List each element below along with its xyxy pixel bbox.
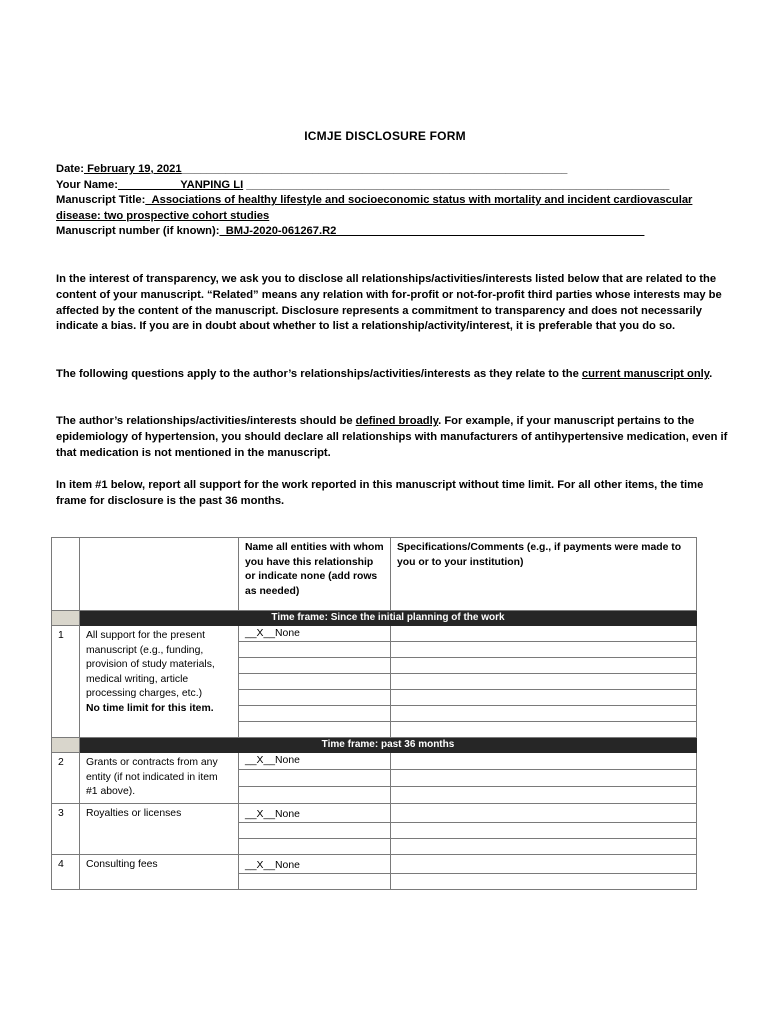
disclosure-table	[51, 537, 697, 890]
comment-field[interactable]	[391, 690, 697, 706]
entity-field[interactable]	[239, 674, 391, 690]
table-row	[52, 854, 697, 873]
date-trail: ______________________________________________________________	[181, 163, 568, 175]
item-2-number: 2	[52, 753, 80, 804]
item-4-number: 4	[52, 854, 80, 889]
manuscript-title-value: _Associations of healthy lifestyle and socioeconomic status with mortality and incident cardiovascular	[145, 194, 693, 206]
table-header-row	[52, 538, 697, 611]
entity-field[interactable]	[239, 769, 391, 786]
item-1-note: No time limit for this item.	[86, 702, 214, 714]
date-line	[56, 162, 567, 178]
intro-p3-end: . For example, if your manuscript pertains to the epidemiology of hypertension, you should declare all relationships with manufacturers of antihypertensive medication, even if that medication is not mentioned in the manuscript.	[56, 415, 728, 459]
name-value: __________YANPING LI	[117, 178, 244, 191]
manuscript-title-line	[56, 193, 692, 209]
manuscript-title-label: Manuscript Title:	[56, 194, 146, 206]
intro-paragraph-3	[56, 414, 736, 461]
comment-field[interactable]	[391, 786, 697, 803]
intro-p3-text: The author’s relationships/activities/interests should be	[56, 415, 356, 427]
header-specs: Specifications/Comments (e.g., if payments were made to you or to your institution)	[391, 538, 697, 611]
intro-p2-underline: current manuscript only	[581, 368, 710, 380]
item-1-entity-field[interactable]: __X__None	[239, 626, 391, 642]
comment-field[interactable]	[391, 642, 697, 658]
item-1-description	[80, 626, 239, 738]
item-3-entity-field[interactable]: __X__None	[239, 803, 391, 822]
intro-paragraph-2	[56, 367, 736, 383]
comment-field[interactable]	[391, 722, 697, 738]
band-1-spacer	[52, 611, 80, 626]
date-value: February 19, 2021	[83, 163, 182, 175]
entity-field[interactable]	[239, 838, 391, 854]
entity-field[interactable]	[239, 822, 391, 838]
item-1-comment-field[interactable]	[391, 626, 697, 642]
item-1-desc-text: All support for the present manuscript (e.g., funding, provision of study materials, medical writing, article processing charges, etc.)	[86, 630, 215, 699]
table-row	[52, 626, 697, 642]
header-entities: Name all entities with whom you have this relationship or indicate none (add rows as needed)	[239, 538, 391, 611]
manuscript-title-line-2	[56, 209, 269, 225]
name-line	[56, 178, 669, 194]
intro-p2-text: The following questions apply to the author’s relationships/activities/interests as they relate to the	[56, 368, 582, 380]
form-title: ICMJE DISCLOSURE FORM	[304, 129, 466, 143]
item-2-description: Grants or contracts from any entity (if not indicated in item #1 above).	[80, 753, 239, 804]
comment-field[interactable]	[391, 674, 697, 690]
entity-field[interactable]	[239, 706, 391, 722]
band-2-label: Time frame: past 36 months	[80, 738, 697, 753]
header-desc-cell	[80, 538, 239, 611]
intro-paragraph-4: In item #1 below, report all support for the work reported in this manuscript without time limit. For all other items, the time frame for disclosure is the past 36 months.	[56, 479, 704, 507]
comment-field[interactable]	[391, 822, 697, 838]
entity-field[interactable]	[239, 722, 391, 738]
item-2-comment-field[interactable]	[391, 753, 697, 770]
band-2-spacer	[52, 738, 80, 753]
comment-field[interactable]	[391, 838, 697, 854]
item-1-number: 1	[52, 626, 80, 738]
entity-field[interactable]	[239, 658, 391, 674]
item-4-entity-field[interactable]: __X__None	[239, 854, 391, 873]
date-label: Date:	[56, 163, 84, 175]
item-4-description: Consulting fees	[80, 854, 239, 889]
manuscript-title-value-2: disease: two prospective cohort studies	[56, 209, 270, 222]
entity-field[interactable]	[239, 873, 391, 889]
name-trail: ____________________________________________________________________	[243, 178, 670, 191]
table-row	[52, 753, 697, 770]
intro-p3-underline: defined broadly	[355, 415, 439, 427]
comment-field[interactable]	[391, 706, 697, 722]
manuscript-number-label: Manuscript number (if known):	[56, 225, 220, 237]
comment-field[interactable]	[391, 873, 697, 889]
comment-field[interactable]	[391, 658, 697, 674]
manuscript-number-line	[56, 224, 644, 240]
name-label: Your Name:	[56, 178, 118, 191]
entity-field[interactable]	[239, 690, 391, 706]
band-1-label: Time frame: Since the initial planning of the work	[80, 611, 697, 626]
manuscript-number-value: _BMJ-2020-061267.R2___________________ ______________________________	[219, 225, 645, 237]
comment-field[interactable]	[391, 769, 697, 786]
item-3-description: Royalties or licenses	[80, 803, 239, 854]
item-2-entity-field[interactable]: __X__None	[239, 753, 391, 770]
timeframe-band-2	[52, 738, 697, 753]
header-num-cell	[52, 538, 80, 611]
item-4-comment-field[interactable]	[391, 854, 697, 873]
intro-paragraph-1: In the interest of transparency, we ask you to disclose all relationships/activities/interests listed below that are related to the content of your manuscript. “Related” means any relation with for-profit or not-for-profit third parties whose interests may be affected by the content of the manuscript. Disclosure represents a commitment to transparency and does not necessarily indicate a bias. If you are in doubt about whether to list a relationship/activity/interest, it is preferable that you do so.	[56, 273, 722, 333]
timeframe-band-1	[52, 611, 697, 626]
item-3-number: 3	[52, 803, 80, 854]
entity-field[interactable]	[239, 786, 391, 803]
intro-p2-end: .	[709, 368, 713, 380]
entity-field[interactable]	[239, 642, 391, 658]
item-3-comment-field[interactable]	[391, 803, 697, 822]
table-row	[52, 803, 697, 822]
